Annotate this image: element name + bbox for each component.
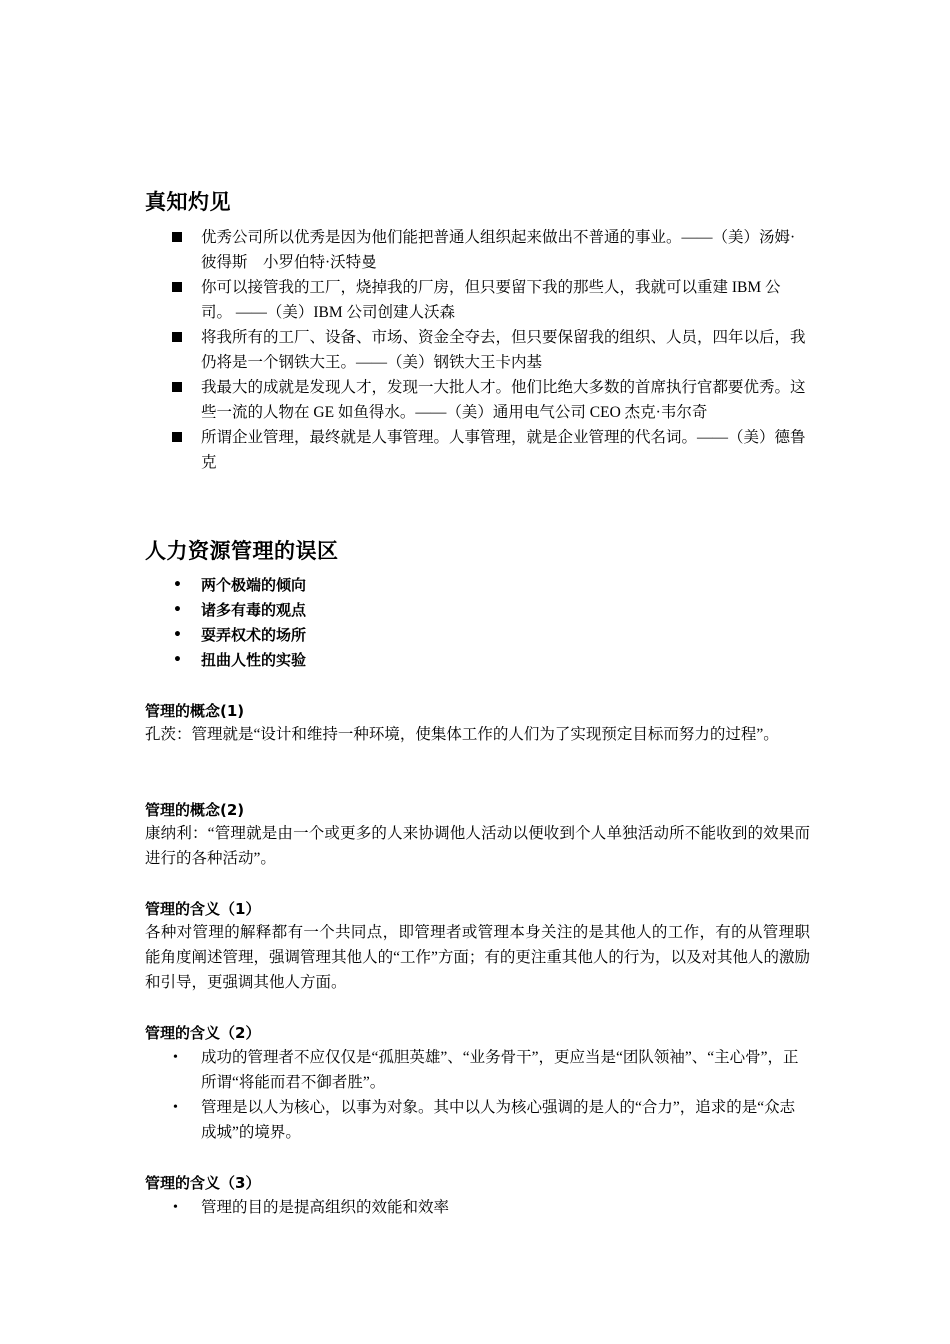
pitfalls-list (145, 573, 810, 673)
square-bullet-icon (172, 432, 182, 442)
list-item: • 成功的管理者不应仅仅是“孤胆英雄”、“业务骨干”，更应当是“团队领袖”、“主心骨”，正所谓“将能而君不御者胜”。 (145, 1045, 810, 1095)
heading-concept-1: 管理的概念(1) (145, 702, 245, 720)
dot-bullet-icon: • (173, 1100, 178, 1115)
heading-concept-2: 管理的概念(2) (145, 801, 245, 819)
heading-meaning-2: 管理的含义（2） (145, 1024, 261, 1042)
dot-bullet-icon: • (173, 627, 182, 643)
square-bullet-icon (172, 232, 182, 242)
square-bullet-icon (172, 332, 182, 342)
list-item: • 两个极端的倾向 (145, 573, 810, 598)
square-bullet-icon (172, 382, 182, 392)
heading-meaning-1: 管理的含义（1） (145, 900, 261, 918)
paragraph-meaning-1: 各种对管理的解释都有一个共同点，即管理者或管理本身关注的是其他人的工作，有的从管理职能角度阐述管理，强调管理其他人的“工作”方面；有的更注重其他人的行为，以及对其他人的激励和引导，更强调其他人方面。 (145, 924, 810, 991)
list-item: • 管理是以人为核心，以事为对象。其中以人为核心强调的是人的“合力”，追求的是“众志成城”的境界。 (145, 1095, 810, 1145)
list-item: • 管理的目的是提高组织的效能和效率 (145, 1195, 810, 1220)
list-item: • 耍弄权术的场所 (145, 623, 810, 648)
list-item: 你可以接管我的工厂，烧掉我的厂房，但只要留下我的那些人，我就可以重建 IBM 公司。 ——（美）IBM 公司创建人沃森 (145, 275, 810, 325)
section-title-hr-pitfalls: 人力资源管理的误区 (145, 539, 339, 563)
dot-bullet-icon: • (173, 602, 182, 618)
list-item: • 扭曲人性的实验 (145, 648, 810, 673)
paragraph-concept-2: 康纳利：“管理就是由一个或更多的人来协调他人活动以便收到个人单独活动所不能收到的效果而进行的各种活动”。 (145, 825, 810, 867)
list-item: 将我所有的工厂、设备、市场、资金全夺去，但只要保留我的组织、人员，四年以后，我仍将是一个钢铁大王。——（美）钢铁大王卡内基 (145, 325, 810, 375)
dot-bullet-icon: • (173, 652, 182, 668)
dot-bullet-icon: • (173, 1050, 178, 1065)
dot-bullet-icon: • (173, 577, 182, 593)
list-item: 优秀公司所以优秀是因为他们能把普通人组织起来做出不普通的事业。——（美）汤姆·彼得斯 小罗伯特·沃特曼 (145, 225, 810, 275)
paragraph-concept-1: 孔茨：管理就是“设计和维持一种环境，使集体工作的人们为了实现预定目标而努力的过程”。 (145, 726, 779, 743)
meaning-3-list (145, 1195, 810, 1220)
quotes-list (145, 225, 810, 475)
square-bullet-icon (172, 282, 182, 292)
heading-meaning-3: 管理的含义（3） (145, 1174, 261, 1192)
list-item: 我最大的成就是发现人才，发现一大批人才。他们比绝大多数的首席执行官都要优秀。这些一流的人物在 GE 如鱼得水。——（美）通用电气公司 CEO 杰克·韦尔奇 (145, 375, 810, 425)
dot-bullet-icon: • (173, 1200, 178, 1215)
meaning-2-list (145, 1045, 810, 1145)
list-item: • 诸多有毒的观点 (145, 598, 810, 623)
section-title-insights: 真知灼见 (145, 190, 231, 214)
list-item: 所谓企业管理，最终就是人事管理。人事管理，就是企业管理的代名词。——（美）德鲁克 (145, 425, 810, 475)
